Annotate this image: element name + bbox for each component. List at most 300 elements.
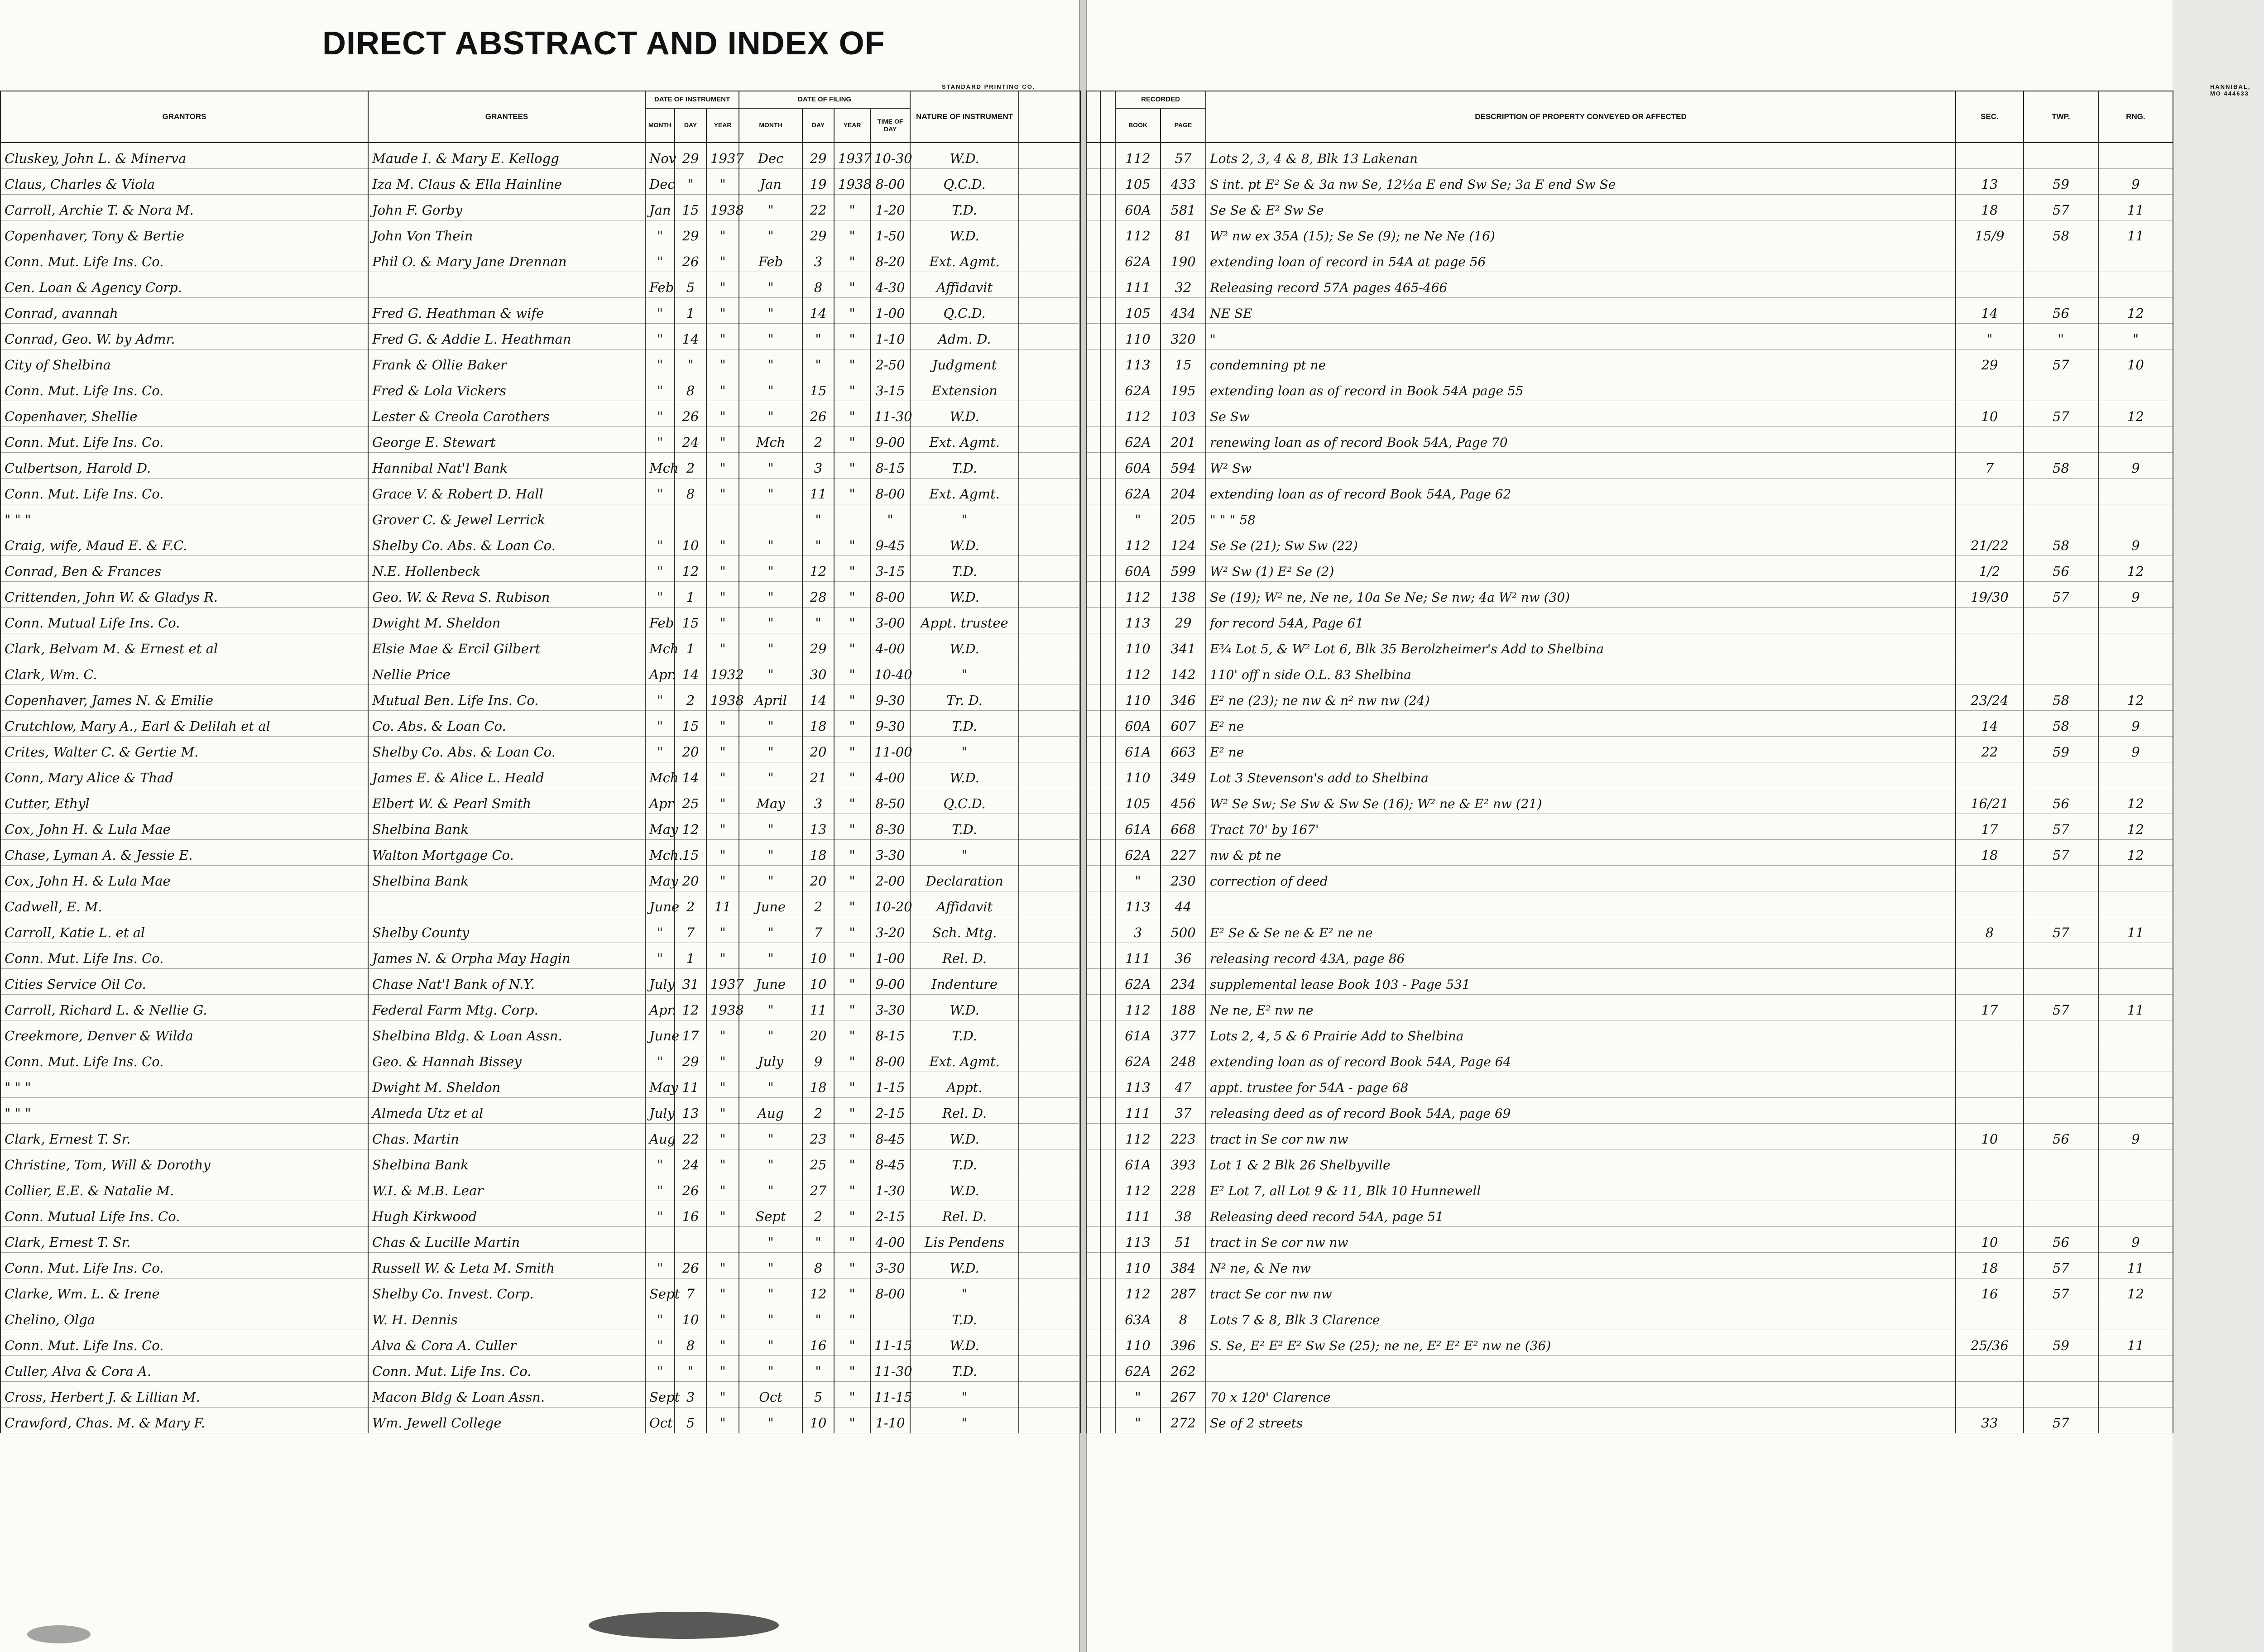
instrument-year-cell: "	[706, 1304, 739, 1330]
filing-month-header: MONTH	[739, 108, 802, 143]
page-cell: 581	[1161, 194, 1206, 220]
filing-year-cell: "	[834, 1252, 870, 1278]
grantee-cell: Chas. Martin	[368, 1123, 645, 1149]
filing-month-cell: Oct	[739, 1381, 802, 1407]
instrument-month-cell: Jan	[645, 194, 675, 220]
filing-month-cell: May	[739, 788, 802, 814]
description-cell: 70 x 120' Clarence	[1206, 1381, 1956, 1407]
twp-cell: 57	[2024, 814, 2098, 839]
ledger-row	[1087, 1149, 2173, 1175]
instrument-day-cell: 14	[675, 659, 706, 685]
time-of-day-cell: 11-30	[870, 1355, 910, 1381]
filing-month-cell: "	[739, 633, 802, 659]
sec-cell: 21/22	[1956, 530, 2024, 555]
filing-month-cell: "	[739, 452, 802, 478]
instrument-day-cell: 17	[675, 1020, 706, 1046]
filing-month-cell: "	[739, 194, 802, 220]
rng-cell	[2098, 504, 2173, 530]
filing-day-cell: "	[802, 349, 834, 375]
page-cell: 205	[1161, 504, 1206, 530]
book-cell: 110	[1115, 762, 1161, 788]
margin-cell	[1019, 375, 1080, 401]
ledger-row	[1087, 865, 2173, 891]
nature-cell: Ext. Agmt.	[910, 426, 1019, 452]
filing-year-cell: "	[834, 1175, 870, 1201]
ledger-row	[0, 478, 1080, 504]
margin-cell-b	[1100, 1046, 1115, 1072]
instrument-day-cell: 8	[675, 1330, 706, 1355]
instrument-year-cell: "	[706, 426, 739, 452]
sec-cell: 22	[1956, 736, 2024, 762]
instrument-year-cell: "	[706, 736, 739, 762]
margin-cell	[1019, 220, 1080, 246]
filing-year-cell: "	[834, 607, 870, 633]
margin-cell-a	[1087, 659, 1100, 685]
instrument-year-cell: "	[706, 1330, 739, 1355]
ledger-row	[1087, 272, 2173, 297]
filing-day-cell: "	[802, 1226, 834, 1252]
description-cell: extending loan of record in 54A at page 56	[1206, 246, 1956, 272]
page-cell: 124	[1161, 530, 1206, 555]
instrument-day-cell: 12	[675, 994, 706, 1020]
instrument-year-cell: "	[706, 478, 739, 504]
grantor-cell: Chelino, Olga	[0, 1304, 368, 1330]
margin-cell-b	[1100, 685, 1115, 710]
margin-cell-a	[1087, 220, 1100, 246]
instrument-month-cell: Mch	[645, 452, 675, 478]
nature-cell: Ext. Agmt.	[910, 1046, 1019, 1072]
ledger-row	[1087, 607, 2173, 633]
filing-day-cell: 12	[802, 555, 834, 581]
filing-day-cell: 11	[802, 994, 834, 1020]
ledger-row	[0, 968, 1080, 994]
rng-cell: 10	[2098, 349, 2173, 375]
instrument-month-cell: "	[645, 1149, 675, 1175]
margin-cell-b	[1100, 891, 1115, 917]
description-cell: NE SE	[1206, 297, 1956, 323]
instrument-month-cell: "	[645, 1252, 675, 1278]
margin-cell-a	[1087, 917, 1100, 943]
grantee-cell: Frank & Ollie Baker	[368, 349, 645, 375]
filing-day-cell: "	[802, 530, 834, 555]
margin-cell-b	[1100, 349, 1115, 375]
nature-cell: "	[910, 1278, 1019, 1304]
margin-cell-a	[1087, 891, 1100, 917]
margin-cell-b	[1100, 736, 1115, 762]
twp-cell: 57	[2024, 194, 2098, 220]
margin-cell-b	[1100, 555, 1115, 581]
margin-cell	[1019, 710, 1080, 736]
filing-day-cell: "	[802, 1355, 834, 1381]
twp-cell	[2024, 633, 2098, 659]
ledger-row	[0, 401, 1080, 426]
margin-cell-b	[1100, 1407, 1115, 1433]
grantee-cell: George E. Stewart	[368, 426, 645, 452]
instrument-day-cell: 29	[675, 220, 706, 246]
filing-month-cell: "	[739, 1123, 802, 1149]
page-cell: 234	[1161, 968, 1206, 994]
twp-header: TWP.	[2024, 91, 2098, 143]
ledger-row	[0, 1304, 1080, 1330]
ledger-row	[0, 633, 1080, 659]
rng-cell	[2098, 426, 2173, 452]
instrument-day-cell: 22	[675, 1123, 706, 1149]
grantor-cell: Copenhaver, Tony & Bertie	[0, 220, 368, 246]
filing-day-cell: 22	[802, 194, 834, 220]
instrument-year-cell: "	[706, 788, 739, 814]
twp-cell	[2024, 1175, 2098, 1201]
filing-year-cell: "	[834, 1355, 870, 1381]
filing-year-cell	[834, 504, 870, 530]
ledger-row	[1087, 736, 2173, 762]
instrument-year-cell: "	[706, 530, 739, 555]
instrument-month-cell: July	[645, 1097, 675, 1123]
twp-cell: 57	[2024, 994, 2098, 1020]
margin-cell	[1019, 943, 1080, 968]
filing-year-cell: "	[834, 1097, 870, 1123]
ledger-row	[1087, 1175, 2173, 1201]
grantor-cell: Clarke, Wm. L. & Irene	[0, 1278, 368, 1304]
margin-cell-b	[1100, 968, 1115, 994]
margin-cell	[1019, 246, 1080, 272]
ledger-row	[1087, 1381, 2173, 1407]
margin-cell	[1019, 1123, 1080, 1149]
twp-cell: 59	[2024, 736, 2098, 762]
filing-year-cell: "	[834, 1123, 870, 1149]
filing-year-cell: "	[834, 530, 870, 555]
book-cell: 110	[1115, 633, 1161, 659]
time-of-day-cell: 3-15	[870, 375, 910, 401]
grantor-cell: City of Shelbina	[0, 349, 368, 375]
book-cell: 112	[1115, 1123, 1161, 1149]
ledger-row	[0, 865, 1080, 891]
time-of-day-cell: 1-00	[870, 943, 910, 968]
margin-cell-a	[1087, 1097, 1100, 1123]
book-cell: 113	[1115, 891, 1161, 917]
margin-cell-b	[1100, 220, 1115, 246]
ledger-row	[0, 426, 1080, 452]
margin-cell-a	[1087, 1175, 1100, 1201]
rng-cell: 11	[2098, 220, 2173, 246]
margin-cell	[1019, 917, 1080, 943]
time-of-day-cell: 3-00	[870, 607, 910, 633]
twp-cell	[2024, 246, 2098, 272]
description-cell: Lots 2, 3, 4 & 8, Blk 13 Lakenan	[1206, 143, 1956, 168]
grantor-cell: Conn. Mut. Life Ins. Co.	[0, 246, 368, 272]
filing-day-cell: 2	[802, 891, 834, 917]
book-cell: 110	[1115, 685, 1161, 710]
time-of-day-cell: 8-45	[870, 1123, 910, 1149]
filing-month-cell: Sept	[739, 1201, 802, 1226]
margin-cell-a	[1087, 1226, 1100, 1252]
rng-cell: 11	[2098, 1252, 2173, 1278]
grantee-cell: Hugh Kirkwood	[368, 1201, 645, 1226]
ledger-row	[0, 555, 1080, 581]
ledger-row	[0, 1201, 1080, 1226]
twp-cell: 57	[2024, 839, 2098, 865]
description-cell: correction of deed	[1206, 865, 1956, 891]
margin-cell	[1019, 788, 1080, 814]
ledger-row	[0, 220, 1080, 246]
ledger-row	[1087, 1046, 2173, 1072]
page-cell: 188	[1161, 994, 1206, 1020]
time-of-day-cell: 2-50	[870, 349, 910, 375]
filing-month-cell: "	[739, 297, 802, 323]
twp-cell	[2024, 375, 2098, 401]
sec-cell: 13	[1956, 168, 2024, 194]
grantor-cell: " " "	[0, 1072, 368, 1097]
instrument-month-cell: Sept	[645, 1381, 675, 1407]
margin-cell-b	[1100, 1149, 1115, 1175]
nature-cell: T.D.	[910, 710, 1019, 736]
margin-cell-a	[1087, 375, 1100, 401]
book-cell: 113	[1115, 349, 1161, 375]
filing-year-cell: "	[834, 788, 870, 814]
instrument-day-cell	[675, 504, 706, 530]
page-cell: 384	[1161, 1252, 1206, 1278]
rng-cell: 11	[2098, 994, 2173, 1020]
margin-cell-b	[1100, 607, 1115, 633]
filing-month-cell: "	[739, 349, 802, 375]
margin-cell-a	[1087, 607, 1100, 633]
time-of-day-cell: 8-00	[870, 168, 910, 194]
description-cell: condemning pt ne	[1206, 349, 1956, 375]
ledger-row	[0, 1072, 1080, 1097]
instrument-month-cell: "	[645, 323, 675, 349]
description-cell: 110' off n side O.L. 83 Shelbina	[1206, 659, 1956, 685]
instrument-month-cell: May	[645, 1072, 675, 1097]
instrument-day-cell: 7	[675, 1278, 706, 1304]
nature-cell: "	[910, 1407, 1019, 1433]
ledger-row	[1087, 659, 2173, 685]
instrument-month-cell: "	[645, 246, 675, 272]
ledger-row	[1087, 194, 2173, 220]
filing-month-cell: "	[739, 323, 802, 349]
grantee-cell	[368, 272, 645, 297]
time-of-day-cell	[870, 1304, 910, 1330]
ledger-row	[1087, 1123, 2173, 1149]
grantee-cell: Dwight M. Sheldon	[368, 607, 645, 633]
instrument-month-cell: "	[645, 943, 675, 968]
ledger-table-right	[1086, 91, 2173, 1433]
grantor-cell: Clark, Belvam M. & Ernest et al	[0, 633, 368, 659]
book-cell: "	[1115, 865, 1161, 891]
margin-cell-a	[1087, 968, 1100, 994]
grantor-cell: Culler, Alva & Cora A.	[0, 1355, 368, 1381]
grantee-cell: Hannibal Nat'l Bank	[368, 452, 645, 478]
description-cell	[1206, 891, 1956, 917]
margin-cell-a	[1087, 633, 1100, 659]
grantor-cell: Conrad, Ben & Frances	[0, 555, 368, 581]
instrument-month-cell: "	[645, 736, 675, 762]
grantor-cell: Crutchlow, Mary A., Earl & Delilah et al	[0, 710, 368, 736]
time-of-day-cell: 1-30	[870, 1175, 910, 1201]
description-cell: "	[1206, 323, 1956, 349]
instrument-day-cell: 2	[675, 685, 706, 710]
margin-cell-b	[1100, 1304, 1115, 1330]
filing-day-cell: 14	[802, 297, 834, 323]
page-cell: 36	[1161, 943, 1206, 968]
nature-cell: W.D.	[910, 994, 1019, 1020]
margin-cell-a	[1087, 788, 1100, 814]
grantee-cell: Shelby Co. Abs. & Loan Co.	[368, 736, 645, 762]
grantors-header: GRANTORS	[0, 91, 368, 143]
ledger-row	[1087, 1020, 2173, 1046]
page-cell: 81	[1161, 220, 1206, 246]
twp-cell	[2024, 1304, 2098, 1330]
margin-cell	[1019, 504, 1080, 530]
margin-cell	[1019, 607, 1080, 633]
ledger-row	[1087, 530, 2173, 555]
filing-month-cell: "	[739, 1355, 802, 1381]
margin-cell-a	[1087, 943, 1100, 968]
filing-month-cell: "	[739, 1252, 802, 1278]
page-cell: 262	[1161, 1355, 1206, 1381]
filing-year-cell: "	[834, 1201, 870, 1226]
margin-cell	[1019, 1097, 1080, 1123]
grantor-cell: Craig, wife, Maud E. & F.C.	[0, 530, 368, 555]
page-cell: 138	[1161, 581, 1206, 607]
nature-cell: W.D.	[910, 581, 1019, 607]
sec-cell	[1956, 1381, 2024, 1407]
description-cell: " " " 58	[1206, 504, 1956, 530]
description-cell: N² ne, & Ne nw	[1206, 1252, 1956, 1278]
margin-cell-b	[1100, 1381, 1115, 1407]
page-cell: 223	[1161, 1123, 1206, 1149]
page-cell: 267	[1161, 1381, 1206, 1407]
instrument-day-cell: 1	[675, 943, 706, 968]
grantor-cell: Crawford, Chas. M. & Mary F.	[0, 1407, 368, 1433]
instrument-month-cell: "	[645, 1046, 675, 1072]
instrument-day-cell: 29	[675, 143, 706, 168]
margin-column-header	[1019, 91, 1080, 143]
book-cell: 62A	[1115, 1355, 1161, 1381]
description-cell: W² Sw (1) E² Se (2)	[1206, 555, 1956, 581]
filing-year-header: YEAR	[834, 108, 870, 143]
sec-cell: 1/2	[1956, 555, 2024, 581]
instrument-day-cell: 26	[675, 1175, 706, 1201]
ledger-row	[0, 1381, 1080, 1407]
filing-day-cell: 18	[802, 710, 834, 736]
rng-cell	[2098, 1304, 2173, 1330]
ledger-row	[0, 1226, 1080, 1252]
instrument-year-cell: "	[706, 555, 739, 581]
sec-cell: 19/30	[1956, 581, 2024, 607]
description-cell: appt. trustee for 54A - page 68	[1206, 1072, 1956, 1097]
instrument-year-cell	[706, 1226, 739, 1252]
instrument-year-cell: "	[706, 633, 739, 659]
grantee-cell: Shelbina Bank	[368, 1149, 645, 1175]
margin-cell	[1019, 297, 1080, 323]
filing-year-cell: "	[834, 349, 870, 375]
rng-cell: 9	[2098, 452, 2173, 478]
filing-day-cell: 19	[802, 168, 834, 194]
instrument-month-cell: "	[645, 917, 675, 943]
page-cell: 663	[1161, 736, 1206, 762]
grantee-cell: Chas & Lucille Martin	[368, 1226, 645, 1252]
instrument-month-header: MONTH	[645, 108, 675, 143]
time-of-day-cell: 10-20	[870, 891, 910, 917]
page-cell: 38	[1161, 1201, 1206, 1226]
margin-cell-a	[1087, 246, 1100, 272]
time-of-day-cell: 9-30	[870, 685, 910, 710]
margin-cell-a	[1087, 349, 1100, 375]
ledger-row	[0, 607, 1080, 633]
book-cell: 112	[1115, 659, 1161, 685]
ledger-row	[1087, 839, 2173, 865]
nature-cell: W.D.	[910, 762, 1019, 788]
ledger-row	[1087, 375, 2173, 401]
rng-cell: "	[2098, 323, 2173, 349]
rng-cell	[2098, 659, 2173, 685]
twp-cell	[2024, 891, 2098, 917]
rng-cell	[2098, 762, 2173, 788]
nature-cell: Appt. trustee	[910, 607, 1019, 633]
instrument-year-cell: "	[706, 1175, 739, 1201]
margin-cell	[1019, 323, 1080, 349]
rng-cell	[2098, 375, 2173, 401]
filing-year-cell: 1938	[834, 168, 870, 194]
book-cell: 62A	[1115, 426, 1161, 452]
instrument-day-header: DAY	[675, 108, 706, 143]
time-of-day-cell: 3-30	[870, 994, 910, 1020]
filing-day-cell: 11	[802, 478, 834, 504]
instrument-day-cell: 10	[675, 530, 706, 555]
filing-day-cell: 25	[802, 1149, 834, 1175]
grantor-cell: Carroll, Richard L. & Nellie G.	[0, 994, 368, 1020]
rng-cell: 12	[2098, 401, 2173, 426]
margin-cell	[1019, 401, 1080, 426]
book-cell: 113	[1115, 1072, 1161, 1097]
margin-cell-b	[1100, 323, 1115, 349]
margin-cell-a	[1087, 710, 1100, 736]
ledger-row	[0, 246, 1080, 272]
instrument-month-cell: Feb	[645, 607, 675, 633]
margin-cell	[1019, 1046, 1080, 1072]
grantor-cell: Conn. Mut. Life Ins. Co.	[0, 1046, 368, 1072]
description-cell: E² ne	[1206, 710, 1956, 736]
ledger-row	[1087, 426, 2173, 452]
filing-month-cell: "	[739, 710, 802, 736]
nature-cell: T.D.	[910, 1304, 1019, 1330]
time-of-day-cell: 10-40	[870, 659, 910, 685]
rng-cell: 11	[2098, 194, 2173, 220]
margin-cell-a	[1087, 478, 1100, 504]
description-cell: Se Se (21); Sw Sw (22)	[1206, 530, 1956, 555]
grantor-cell: Clark, Ernest T. Sr.	[0, 1226, 368, 1252]
book-cell: 111	[1115, 272, 1161, 297]
margin-cell-b	[1100, 1278, 1115, 1304]
twp-cell: 57	[2024, 1278, 2098, 1304]
margin-cell	[1019, 1149, 1080, 1175]
filing-year-cell: "	[834, 1278, 870, 1304]
sec-cell	[1956, 426, 2024, 452]
grantee-cell: Shelbina Bank	[368, 814, 645, 839]
instrument-day-cell: "	[675, 349, 706, 375]
filing-month-cell: "	[739, 762, 802, 788]
book-cell: 62A	[1115, 1046, 1161, 1072]
margin-cell-b	[1100, 1330, 1115, 1355]
filing-day-cell: 18	[802, 1072, 834, 1097]
nature-header: NATURE OF INSTRUMENT	[910, 91, 1019, 143]
description-cell: releasing record 43A, page 86	[1206, 943, 1956, 968]
margin-cell	[1019, 530, 1080, 555]
instrument-day-cell: 14	[675, 323, 706, 349]
nature-cell: Extension	[910, 375, 1019, 401]
filing-year-cell: "	[834, 426, 870, 452]
grantee-cell: John F. Gorby	[368, 194, 645, 220]
filing-year-cell: "	[834, 659, 870, 685]
